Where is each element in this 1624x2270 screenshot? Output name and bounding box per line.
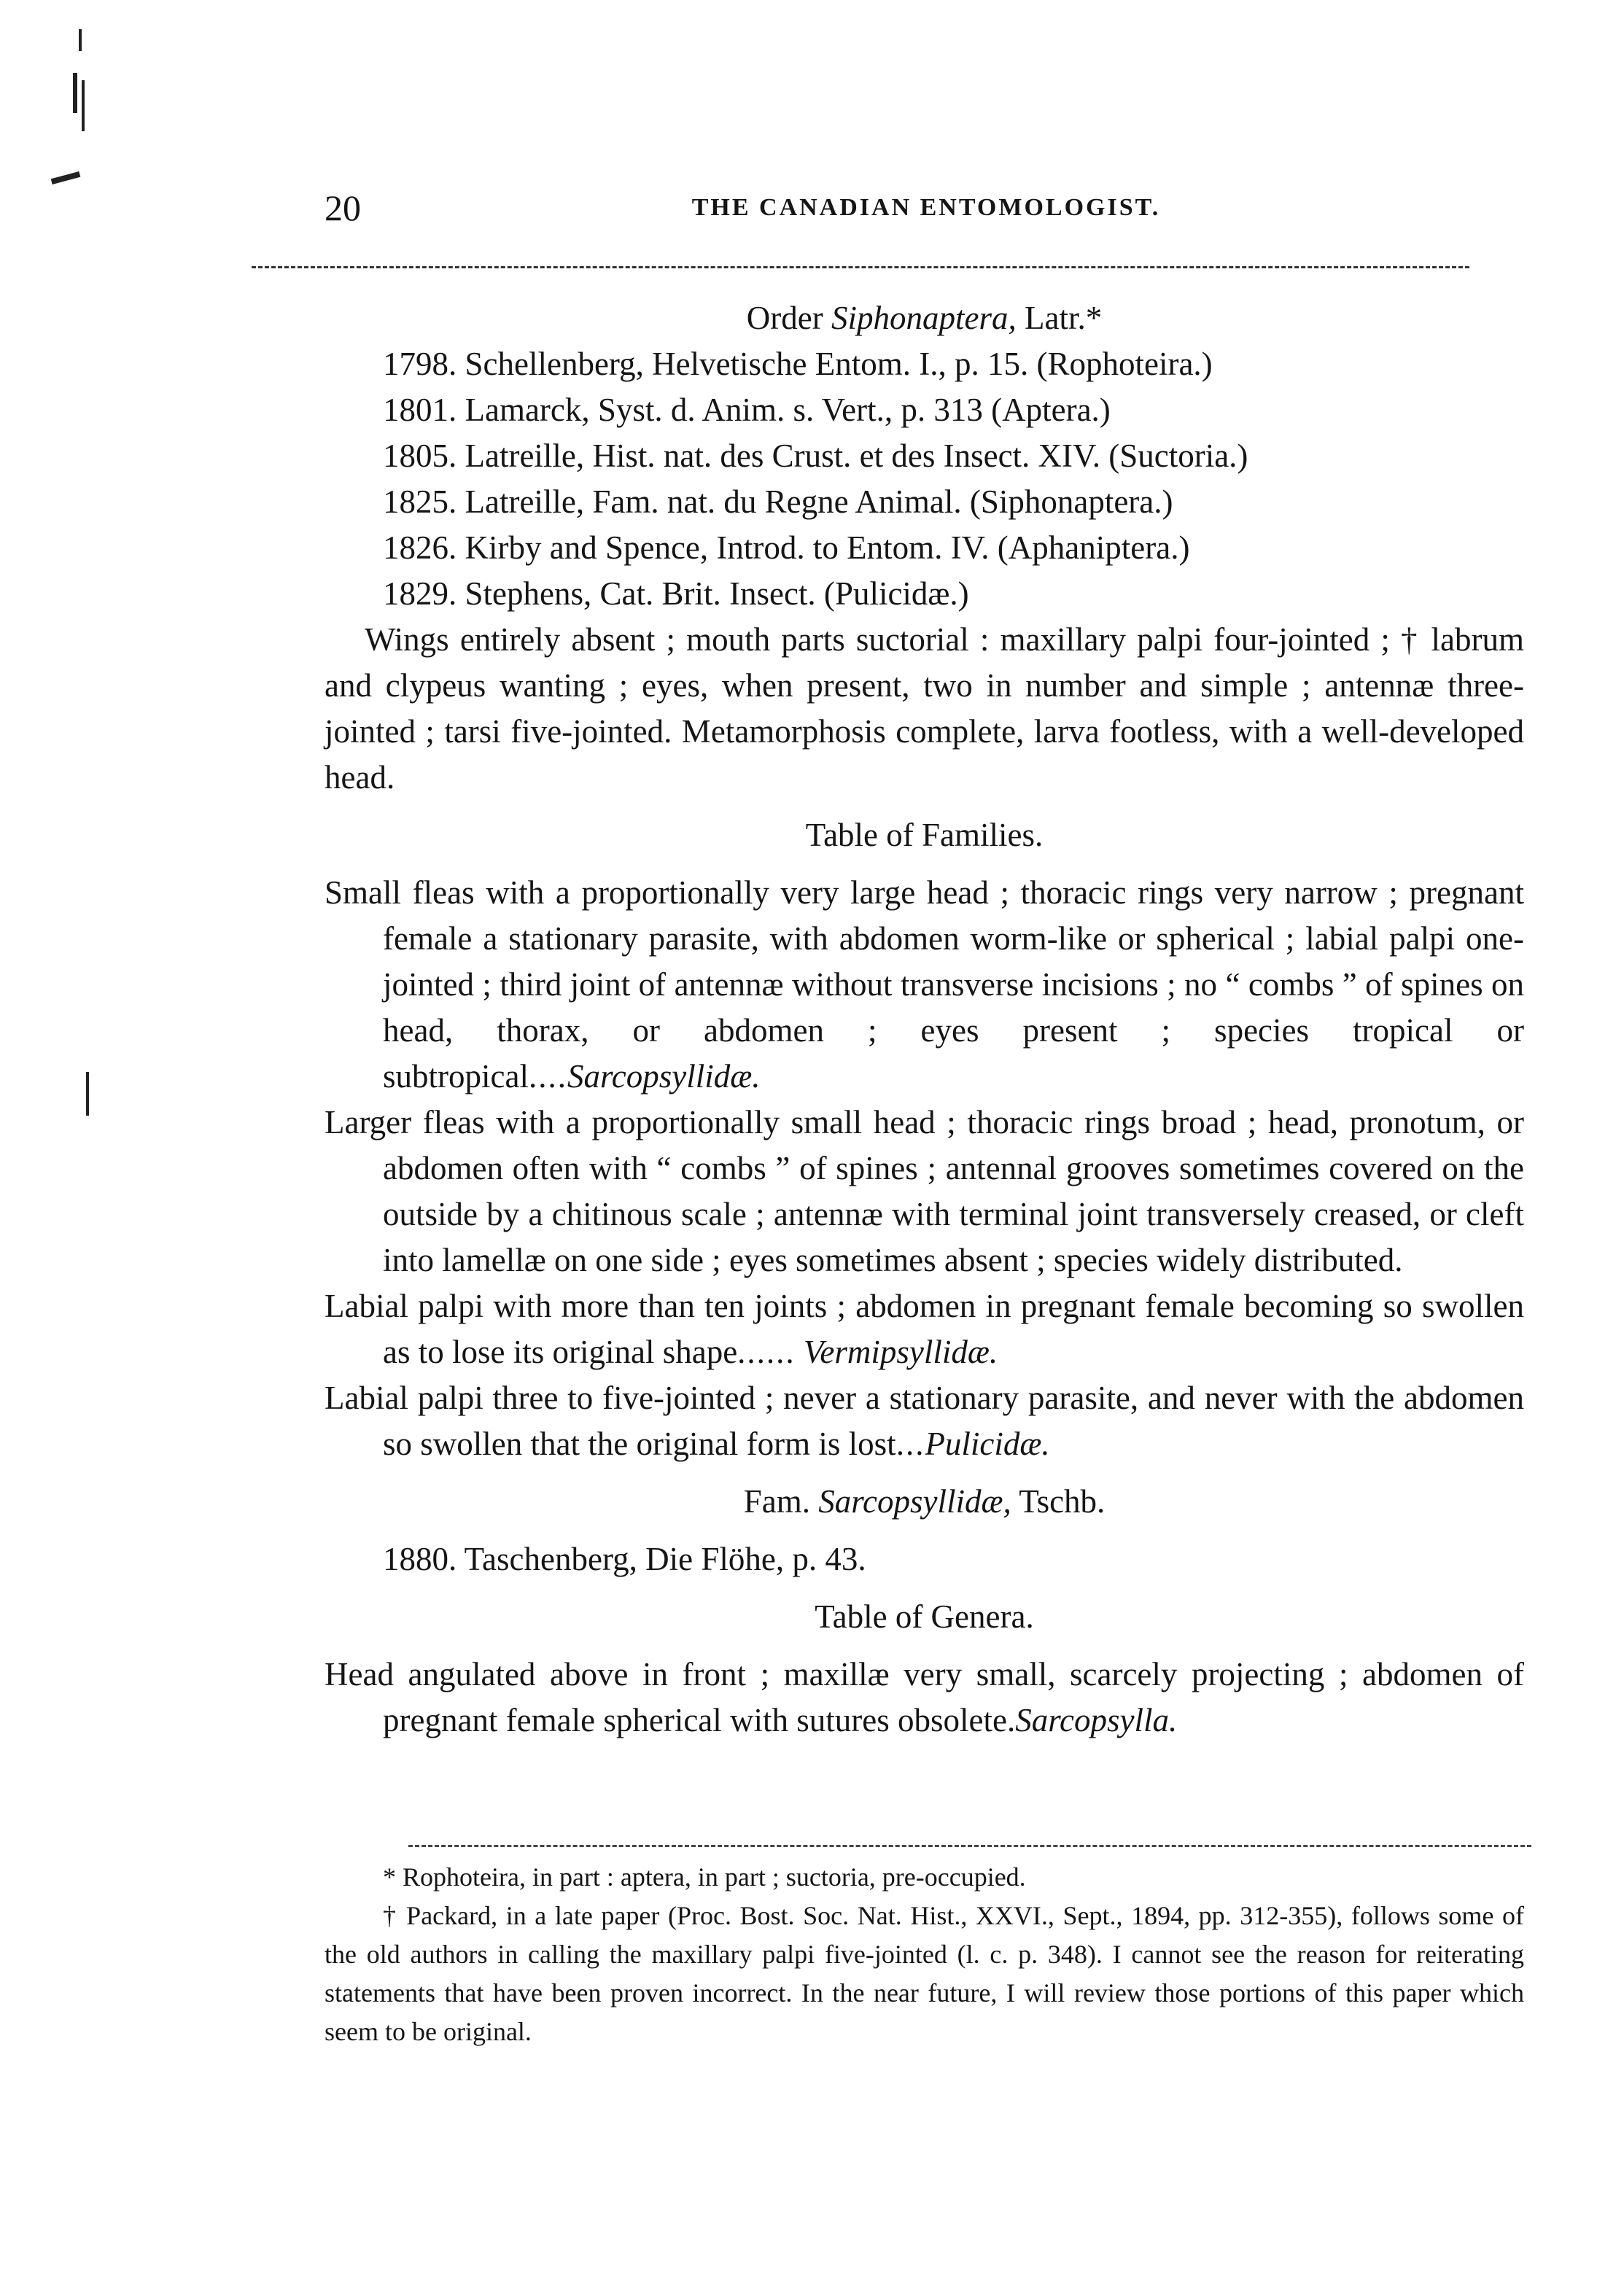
history-item: 1829. Stephens, Cat. Brit. Insect. (Pulicidæ.): [383, 575, 969, 612]
table-genera-title: Table of Genera.: [815, 1598, 1034, 1635]
family-name: Sarcopsyllidæ.: [567, 1058, 761, 1095]
history-item: 1798. Schellenberg, Helvetische Entom. I., p. 15. (Rophoteira.): [383, 346, 1213, 382]
margin-speck: [86, 1072, 89, 1116]
family-name: Vermipsyllidæ.: [803, 1334, 998, 1370]
families-key: [325, 870, 1524, 1467]
footnotes: [325, 1858, 1524, 2051]
running-header: [325, 186, 1528, 230]
page-number: 20: [325, 187, 361, 228]
order-name: Siphonaptera,: [831, 300, 1017, 336]
key-entry: Labial palpi three to five-jointed ; never a stationary parasite, and never with the abdomen so swollen that the original form is lost...Pulicidæ.: [325, 1380, 1524, 1462]
family-history-item: 1880. Taschenberg, Die Flöhe, p. 43.: [383, 1541, 866, 1577]
running-title: THE CANADIAN ENTOMOLOGIST.: [691, 194, 1161, 221]
footnote: † Packard, in a late paper (Proc. Bost. Soc. Nat. Hist., XXVI., Sept., 1894, pp. 312-355), follows some of the old authors in calling the maxillary palpi five-jointed (l. c. p. 348). I cannot see the reason for reiterating statements that have been proven incorrect. In the near future, I will review those portions of this paper which seem to be original.: [325, 1901, 1524, 2046]
margin-speck: [79, 29, 82, 51]
footnote-rule: [408, 1845, 1531, 1847]
margin-speck: [82, 80, 85, 131]
order-heading: Order Siphonaptera, Latr.*: [746, 300, 1103, 336]
key-entry: Larger fleas with a proportionally small head ; thoracic rings broad ; head, pronotum, or abdomen often with “ combs ” of spines ; antennal grooves sometimes covered on the outside by a chitinous scale ; antennæ with terminal joint transversely creased, or cleft into lamellæ on one side ; eyes sometimes absent ; species widely distributed.: [325, 1104, 1524, 1278]
genera-key-entry: Head angulated above in front ; maxillæ very small, scarcely projecting ; abdomen of pregnant female spherical with sutures obsolete.Sarcopsylla.: [325, 1656, 1524, 1738]
history-item: 1801. Lamarck, Syst. d. Anim. s. Vert., p. 313 (Aptera.): [383, 392, 1111, 428]
key-entry: Small fleas with a proportionally very large head ; thoracic rings very narrow ; pregnant female a stationary parasite, with abdomen worm-like or spherical ; labial palpi one-jointed ; third joint of antennæ without transverse incisions ; no “ combs ” of spines on head, thorax, or abdomen ; eyes present ; species tropical or subtropical....Sarcopsyllidæ.: [325, 874, 1524, 1095]
genus-name: Sarcopsylla.: [1015, 1702, 1178, 1738]
history-item: 1825. Latreille, Fam. nat. du Regne Animal. (Siphonaptera.): [383, 483, 1173, 520]
family-heading-name: Sarcopsyllidæ,: [818, 1483, 1011, 1520]
footnote: * Rophoteira, in part : aptera, in part ; suctoria, pre-occupied.: [383, 1862, 1026, 1892]
key-entry: Labial palpi with more than ten joints ; abdomen in pregnant female becoming so swollen as to lose its original shape...... Vermipsyllidæ.: [325, 1288, 1524, 1370]
family-heading: Fam. Sarcopsyllidæ, Tschb.: [743, 1483, 1106, 1520]
history-list: [325, 341, 1524, 617]
history-item: 1805. Latreille, Hist. nat. des Crust. et des Insect. XIV. (Suctoria.): [383, 438, 1248, 474]
table-families-title: Table of Families.: [805, 817, 1044, 853]
history-item: 1826. Kirby and Spence, Introd. to Entom. IV. (Aphaniptera.): [383, 529, 1190, 566]
header-rule: [252, 266, 1469, 268]
family-name: Pulicidæ.: [925, 1426, 1050, 1462]
margin-speck: [73, 73, 77, 113]
main-text: [325, 295, 1524, 1744]
margin-speck: [51, 171, 81, 184]
order-description: Wings entirely absent ; mouth parts suctorial : maxillary palpi four-jointed ; † labrum and clypeus wanting ; eyes, when present, two in number and simple ; antennæ three-jointed ; tarsi five-jointed. Metamorphosis complete, larva footless, with a well-developed head.: [325, 621, 1524, 796]
